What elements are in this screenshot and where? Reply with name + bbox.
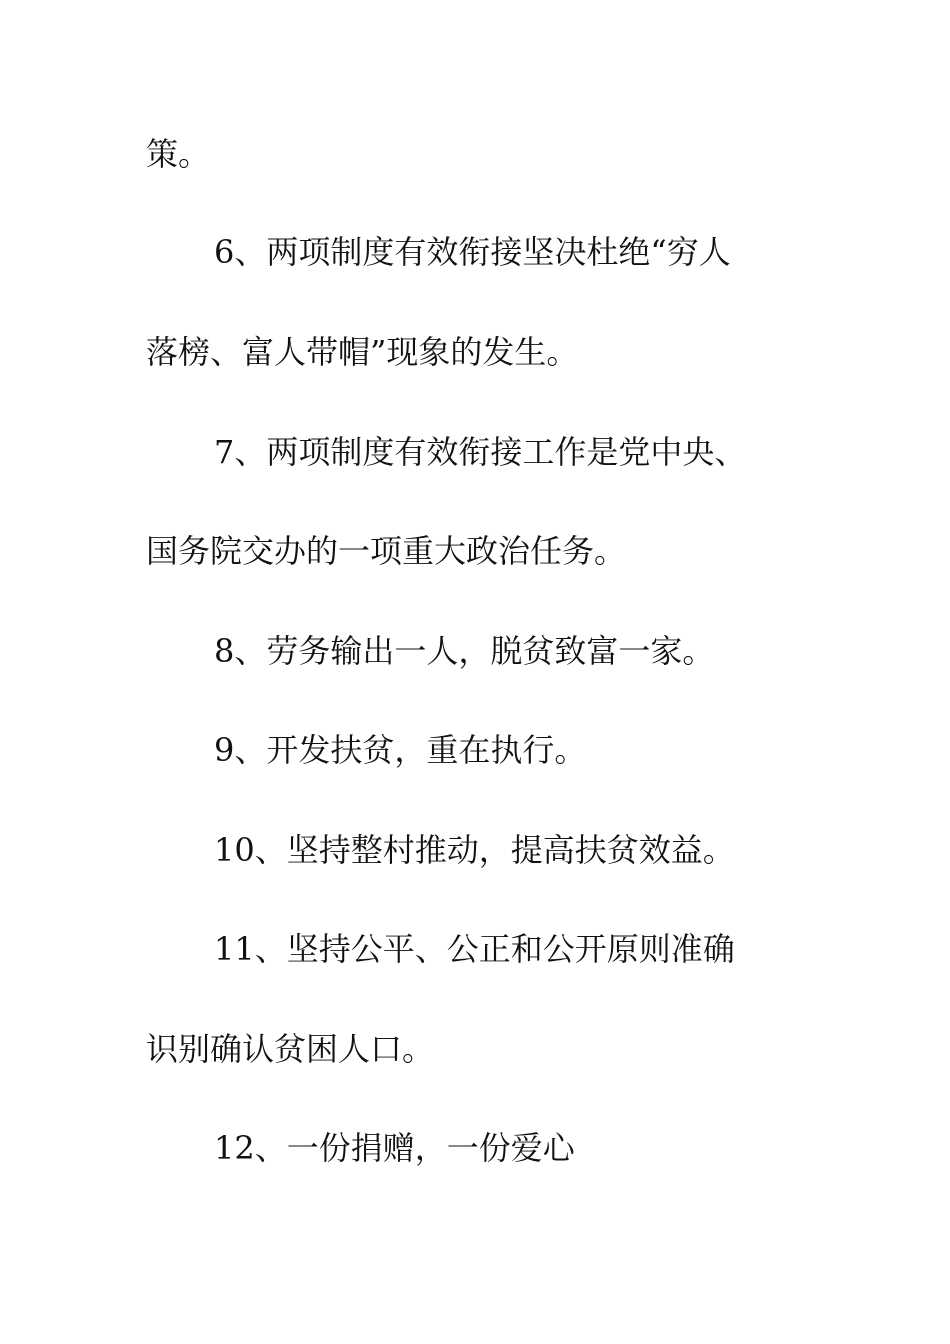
text-line-2: 6、两项制度有效衔接坚决杜绝“穷人 — [214, 233, 731, 271]
text-line-5: 国务院交办的一项重大政治任务。 — [146, 532, 627, 570]
text-line-3: 落榜、富人带帽”现象的发生。 — [146, 333, 579, 371]
text-line-4: 7、两项制度有效衔接工作是党中央、 — [214, 433, 747, 471]
text-line-9: 11、坚持公平、公正和公开原则准确 — [214, 930, 735, 968]
text-line-11: 12、一份捐赠，一份爱心 — [214, 1129, 575, 1167]
text-line-7: 9、开发扶贫，重在执行。 — [214, 731, 587, 769]
text-line-1: 策。 — [146, 135, 211, 173]
text-line-6: 8、劳务输出一人，脱贫致富一家。 — [214, 632, 715, 670]
text-line-10: 识别确认贫困人口。 — [146, 1030, 435, 1068]
text-line-8: 10、坚持整村推动，提高扶贫效益。 — [214, 831, 735, 869]
